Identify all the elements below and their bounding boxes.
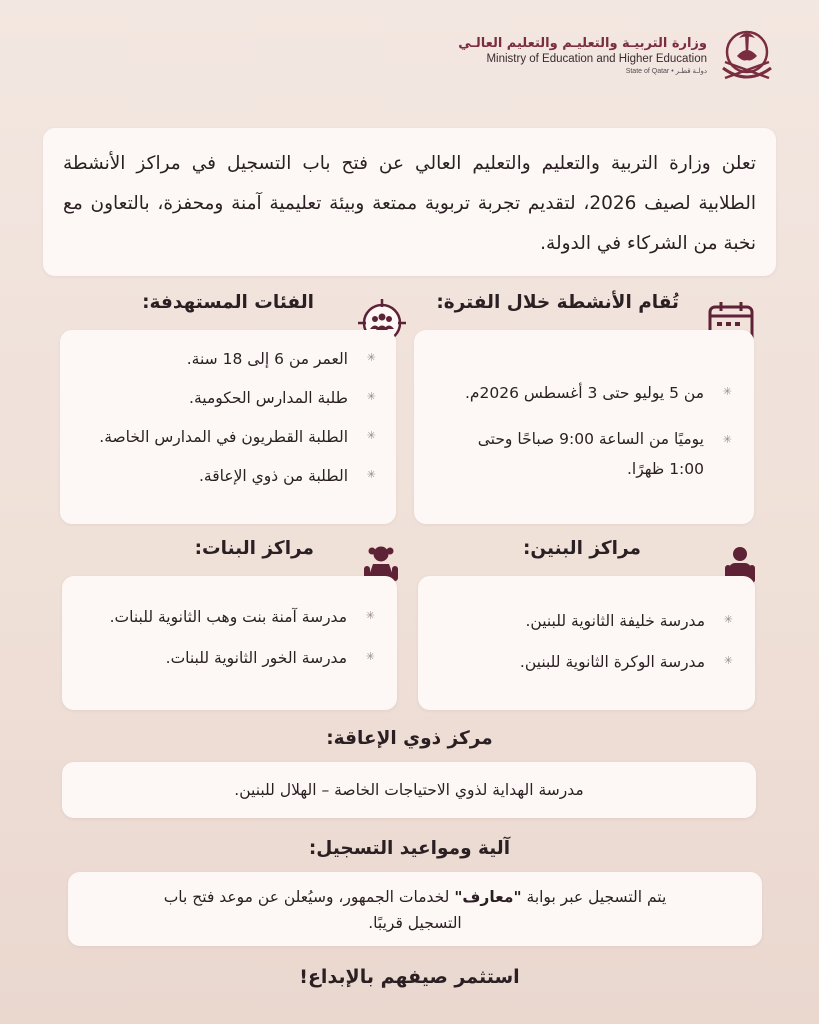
maaref-portal-name: "معارف" bbox=[454, 888, 522, 906]
list-item: ✳ مدرسة آمنة بنت وهب الثانوية للبنات. bbox=[70, 608, 375, 626]
footer-slogan: استثمر صيفهم بالإبداع! bbox=[299, 966, 520, 988]
boys-list bbox=[426, 612, 733, 671]
registration-text-after: لخدمات الجمهور، وسيُعلن عن موعد فتح باب التسجيل قريبًا. bbox=[163, 888, 462, 932]
registration-title: آلية ومواعيد التسجيل: bbox=[308, 838, 511, 859]
girls-list bbox=[70, 608, 375, 667]
list-item: ✳ العمر من 6 إلى 18 سنة. bbox=[68, 350, 376, 368]
girls-card bbox=[62, 576, 397, 710]
list-item: ✳ مدرسة خليفة الثانوية للبنين. bbox=[426, 612, 733, 630]
disability-card bbox=[62, 762, 756, 818]
list-item: ✳ مدرسة الخور الثانوية للبنات. bbox=[70, 649, 375, 667]
state-of-qatar: State of Qatar • دولـة قطـر bbox=[625, 68, 707, 75]
list-item: ✳ الطلبة من ذوي الإعاقة. bbox=[68, 467, 376, 485]
ministry-header bbox=[40, 22, 779, 92]
registration-card bbox=[68, 872, 762, 946]
boys-card bbox=[418, 576, 755, 710]
target-list bbox=[68, 350, 376, 485]
list-item: ✳ الطلبة القطريون في المدارس الخاصة. bbox=[68, 428, 376, 446]
period-title: تُقام الأنشطة خلال الفترة: bbox=[436, 292, 679, 313]
list-item: ✳ يوميًا من الساعة 9:00 صباحًا وحتى 1:00 ظهرًا. bbox=[424, 424, 732, 484]
disability-center-name: مدرسة الهداية لذوي الاحتياجات الخاصة – الهلال للبنين. bbox=[234, 781, 584, 799]
period-list bbox=[424, 384, 732, 484]
girls-title: مراكز البنات: bbox=[194, 538, 314, 559]
list-item: ✳ من 5 يوليو حتى 3 أغسطس 2026م. bbox=[424, 384, 732, 402]
target-card bbox=[60, 330, 396, 524]
ministry-name bbox=[458, 36, 707, 75]
list-item: ✳ طلبة المدارس الحكومية. bbox=[68, 389, 376, 407]
boys-title: مراكز البنين: bbox=[522, 538, 641, 559]
ministry-name-en: Ministry of Education and Higher Education bbox=[486, 53, 707, 65]
period-card bbox=[414, 330, 754, 524]
intro-text: تعلن وزارة التربية والتعليم والتعليم العالي عن فتح باب التسجيل في مراكز الأنشطة الطلابية لصيف 2026، لتقديم تجربة تربوية ممتعة وبيئة تعليمية آمنة ومحفزة، بالتعاون مع نخبة من الشركاء في الدولة. bbox=[63, 153, 756, 254]
target-title: الفئات المستهدفة: bbox=[142, 292, 314, 313]
qatar-emblem-icon bbox=[715, 26, 779, 88]
ministry-name-ar: وزارة التربيـة والتعليـم والتعليم العالـي bbox=[458, 36, 707, 51]
registration-text-before: يتم التسجيل عبر بوابة bbox=[521, 888, 667, 906]
intro-card bbox=[43, 128, 776, 276]
disability-title: مركز ذوي الإعاقة: bbox=[326, 728, 493, 749]
list-item: ✳ مدرسة الوكرة الثانوية للبنين. bbox=[426, 653, 733, 671]
